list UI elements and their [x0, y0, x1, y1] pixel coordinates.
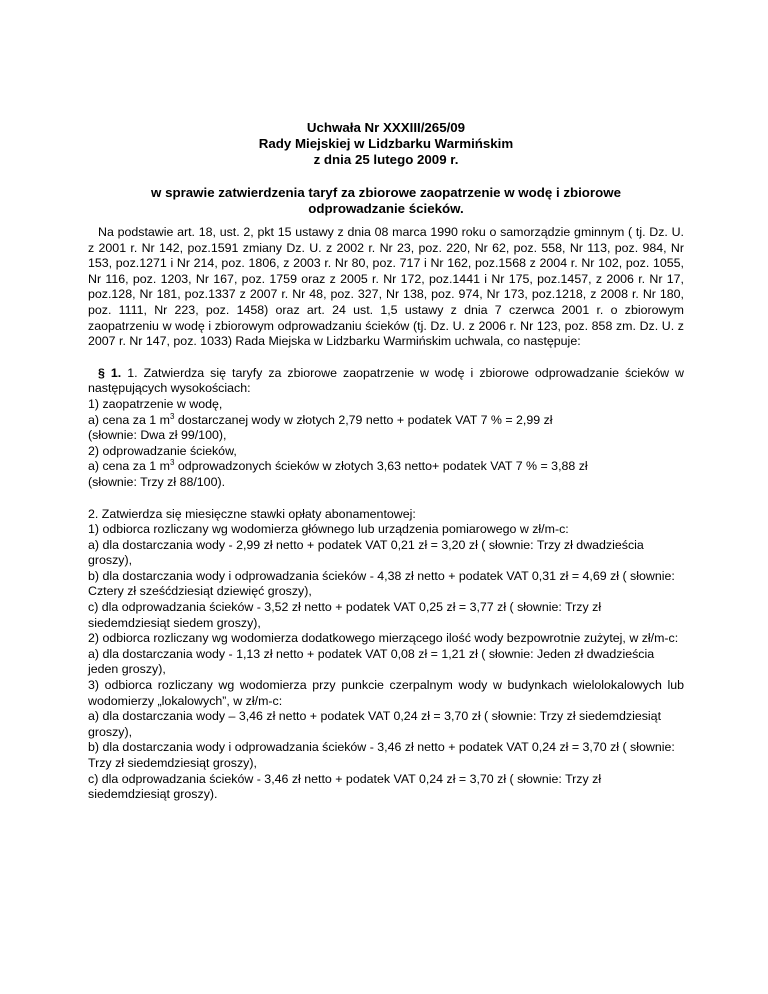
subscription-additional-meter: 2) odbiorca rozliczany wg wodomierza dodatkowego mierzącego ilość wody bezpowrotnie zużytej, w zł/m-c:: [88, 631, 679, 646]
subscription-main-meter: 1) odbiorca rozliczany wg wodomierza głównego lub urządzenia pomiarowego w zł/m-c:: [88, 522, 569, 537]
main-meter-water-sewage: b) dla dostarczania wody i odprowadzania ścieków - 4,38 zł netto + podatek VAT 0,31 zł = 4,69 zł ( słownie: Cztery zł sześćdziesiąt dziewięć groszy),: [88, 568, 675, 599]
item-water-price: [88, 413, 684, 429]
council-name: Rady Miejskiej w Lidzbarku Warmińskim: [258, 136, 514, 152]
sewage-price-text: odprowadzonych ścieków w złotych 3,63 netto+ podatek VAT 7 % = 3,88 zł: [174, 459, 588, 474]
main-meter-water: a) dla dostarczania wody - 2,99 zł netto + podatek VAT 0,21 zł = 3,20 zł ( słownie: Trzy zł dwadzieścia groszy),: [88, 537, 644, 568]
subscription-local-meter: 3) odbiorca rozliczany wg wodomierza przy punkcie czerpalnym wody w budynkach wielolokalowych lub wodomierzy „lokalowych”, w zł/m-c:: [88, 678, 684, 708]
sewage-price-prefix: a) cena za 1 m: [88, 459, 170, 474]
item-sewage: 2) odprowadzanie ścieków,: [88, 443, 237, 458]
document-page: [88, 120, 684, 803]
resolution-date: z dnia 25 lutego 2009 r.: [313, 152, 459, 168]
item-sewage-price: [88, 459, 684, 475]
local-meter-sewage: c) dla odprowadzania ścieków - 3,46 zł netto + podatek VAT 0,24 zł = 3,70 zł ( słownie: Trzy zł siedemdziesiąt groszy).: [88, 771, 602, 802]
cubic-superscript: 3: [169, 458, 175, 468]
document-title: [88, 120, 684, 169]
water-price-text: dostarczanej wody w złotych 2,79 netto + podatek VAT 7 % = 2,99 zł: [174, 412, 553, 427]
local-meter-water-sewage: b) dla dostarczania wody i odprowadzania ścieków - 3,46 zł netto + podatek VAT 0,24 zł = 3,70 zł ( słownie: Trzy zł siedemdziesiąt groszy),: [88, 740, 675, 771]
section-1: [88, 366, 684, 491]
subject-line-1: w sprawie zatwierdzenia taryf za zbiorowe zaopatrzenie w wodę i zbiorowe: [151, 184, 621, 200]
cubic-superscript: 3: [169, 411, 175, 421]
additional-meter-water: a) dla dostarczania wody - 1,13 zł netto + podatek VAT 0,08 zł = 1,21 zł ( słownie: Jeden zł dwadzieścia jeden groszy),: [88, 646, 655, 677]
local-meter-water: a) dla dostarczania wody – 3,46 zł netto + podatek VAT 0,24 zł = 3,70 zł ( słownie: Trzy zł siedemdziesiąt groszy),: [88, 709, 662, 739]
section-1-intro-text: 1. Zatwierdza się taryfy za zbiorowe zaopatrzenie w wodę i zbiorowe odprowadzanie ścieków w następujących wysokościach:: [88, 365, 684, 396]
item-water-price-words: (słownie: Dwa zł 99/100),: [88, 428, 227, 443]
section-1-point-2: [88, 507, 684, 803]
section-marker: § 1.: [98, 365, 122, 380]
section-1-intro: [88, 366, 684, 396]
resolution-subject: [88, 185, 684, 217]
subject-line-2: odprowadzanie ścieków.: [308, 200, 464, 216]
legal-basis-paragraph: Na podstawie art. 18, ust. 2, pkt 15 ustawy z dnia 08 marca 1990 roku o samorządzie gminnym ( tj. Dz. U. z 2001 r. Nr 142, poz.1591 zmiany Dz. U. z 2002 r. Nr 23, poz. 220, Nr 62, poz. 558, Nr 113, poz. 984, Nr 153, poz.1271 i Nr 214, poz. 1806, z 2003 r. Nr 80, poz. 717 i Nr 162, poz.1568 z 2004 r. Nr 102, poz. 1055, Nr 116, poz. 1203, Nr 167, poz. 1759 oraz z 2005 r. Nr 172, poz.1441 i Nr 175, poz.1457, z 2006 r. Nr 17, poz.128, Nr 181, poz.1337 z 2007 r. Nr 48, poz. 327, Nr 138, poz. 974, Nr 173, poz.1218, z 2008 r. Nr 180, poz. 1111, Nr 223, poz. 1458) oraz art. 24 ust. 1,5 ustawy z dnia 7 czerwca 2001 r. o zbiorowym zaopatrzeniu w wodę i zbiorowym odprowadzaniu ścieków (tj. Dz. U. z 2006 r. Nr 123, poz. 858 zm. Dz. U. z 2007 r. Nr 147, poz. 1033) Rada Miejska w Lidzbarku Warmińskim uchwala, co następuje:: [88, 225, 684, 349]
item-sewage-price-words: (słownie: Trzy zł 88/100).: [88, 474, 226, 489]
resolution-number: Uchwała Nr XXXIII/265/09: [306, 120, 466, 135]
item-water-supply: 1) zaopatrzenie w wodę,: [88, 396, 223, 411]
water-price-prefix: a) cena za 1 m: [88, 412, 170, 427]
subscription-intro: 2. Zatwierdza się miesięczne stawki opłaty abonamentowej:: [88, 506, 416, 521]
main-meter-sewage: c) dla odprowadzania ścieków - 3,52 zł netto + podatek VAT 0,25 zł = 3,77 zł ( słownie: Trzy zł siedemdziesiąt siedem groszy),: [88, 600, 602, 630]
